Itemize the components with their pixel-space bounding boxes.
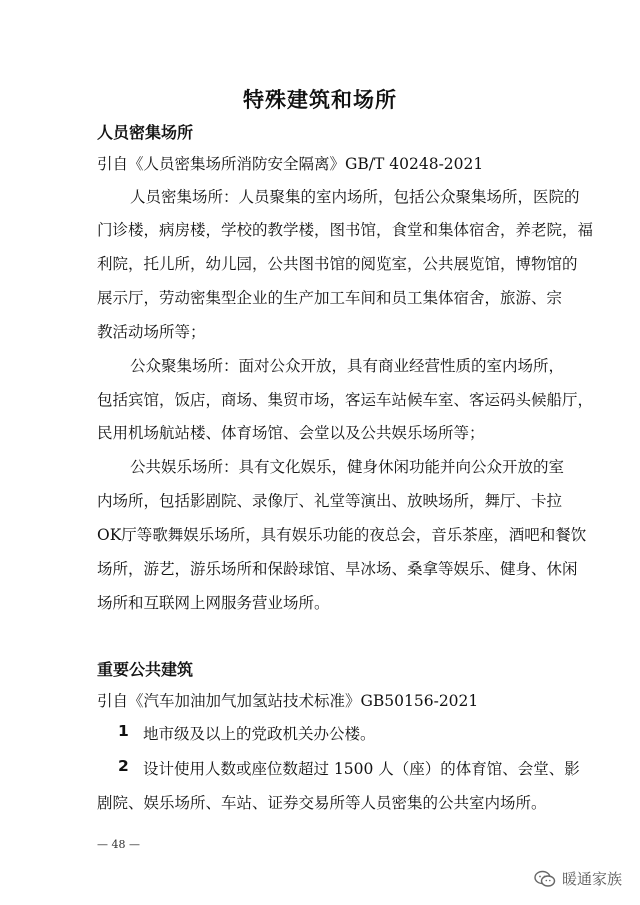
paragraph-line: 民用机场航站楼、体育场馆、会堂以及公共娱乐场所等； bbox=[97, 424, 485, 442]
citation-gb50156: 引自《汽车加油加气加氢站技术标准》GB50156-2021 bbox=[97, 692, 479, 710]
paragraph-line: 场所，游艺，游乐场所和保龄球馆、旱冰场、桑拿等娱乐、健身、休闲 bbox=[97, 560, 578, 578]
list-item-text-continued: 剧院、娱乐场所、车站、证券交易所等人员密集的公共室内场所。 bbox=[97, 794, 547, 812]
paragraph-line: 内场所，包括影剧院、录像厅、礼堂等演出、放映场所，舞厅、卡拉 bbox=[97, 492, 563, 510]
paragraph-line: OK厅等歌舞娱乐场所，具有娱乐功能的夜总会，音乐茶座，酒吧和餐饮 bbox=[97, 526, 587, 544]
paragraph-line: 公共娱乐场所：具有文化娱乐，健身休闲功能并向公众开放的室 bbox=[130, 458, 565, 476]
paragraph-line: 人员密集场所：人员聚集的室内场所，包括公众聚集场所，医院的 bbox=[130, 188, 580, 206]
paragraph-line: 包括宾馆，饭店，商场、集贸市场，客运车站候车室、客运码头候船厅， bbox=[97, 391, 594, 409]
watermark bbox=[534, 868, 622, 889]
paragraph-line: 教活动场所等； bbox=[97, 323, 206, 341]
page-title: 特殊建筑和场所 bbox=[243, 88, 397, 112]
paragraph-line: 展示厅，劳动密集型企业的生产加工车间和员工集体宿舍，旅游、宗 bbox=[97, 289, 563, 307]
paragraph-line: 场所和互联网上网服务营业场所。 bbox=[97, 594, 330, 612]
citation-gbt40248: 引自《人员密集场所消防安全隔离》GB/T 40248-2021 bbox=[97, 155, 484, 173]
list-item-text: 设计使用人数或座位数超过 1500 人（座）的体育馆、会堂、影 bbox=[143, 760, 580, 778]
list-item-number: 1 bbox=[118, 722, 129, 740]
watermark-text: 暖通家族 bbox=[561, 870, 622, 888]
section-heading-public-buildings: 重要公共建筑 bbox=[97, 660, 194, 679]
wechat-icon bbox=[534, 870, 556, 888]
page-number: — 48 — bbox=[97, 838, 140, 851]
paragraph-line: 门诊楼，病房楼，学校的教学楼，图书馆，食堂和集体宿舍，养老院，福 bbox=[97, 221, 594, 239]
paragraph-line: 利院，托儿所，幼儿园，公共图书馆的阅览室，公共展览馆，博物馆的 bbox=[97, 255, 578, 273]
paragraph-line: 公众聚集场所：面对公众开放，具有商业经营性质的室内场所， bbox=[130, 357, 565, 375]
section-heading-crowded-places: 人员密集场所 bbox=[97, 123, 194, 142]
list-item-number: 2 bbox=[118, 757, 129, 775]
list-item-text: 地市级及以上的党政机关办公楼。 bbox=[143, 725, 376, 743]
